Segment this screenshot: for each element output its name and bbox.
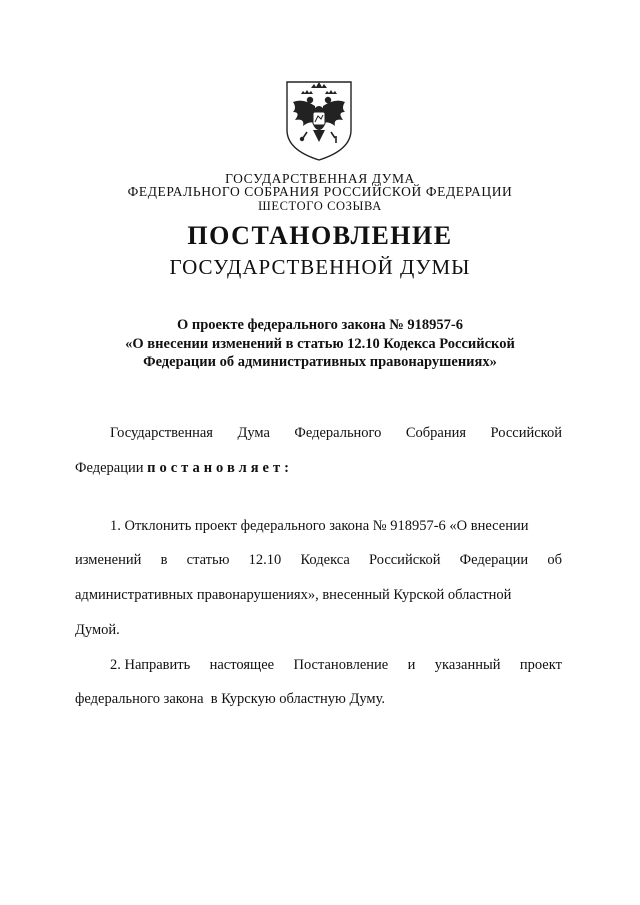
item2-line-2: федерального закона в Курскую областную Думу. xyxy=(75,691,386,707)
item1-word: статью xyxy=(186,552,230,568)
document-subtitle: ГОСУДАРСТВЕННОЙ ДУМЫ xyxy=(169,255,471,279)
item1-line-3: административных правонарушениях», внесенный Курской областной xyxy=(75,587,512,603)
item1-line-2 xyxy=(75,551,562,569)
item2-line-1 xyxy=(110,656,562,674)
preamble-line-1 xyxy=(110,424,562,442)
item2-word: 2. Направить xyxy=(110,657,191,673)
preamble-word: Государственная xyxy=(110,425,213,441)
item1-word: Кодекса xyxy=(300,552,350,568)
coat-of-arms-emblem xyxy=(281,78,357,162)
preamble-federation: Федерации xyxy=(75,460,144,476)
item1-word: в xyxy=(160,552,168,568)
preamble-word: Российской xyxy=(490,425,562,441)
bill-heading-line-3: Федерации об административных правонарушениях» xyxy=(143,354,497,370)
item2-word: Постановление xyxy=(293,657,389,673)
org-name-line-2: ФЕДЕРАЛЬНОГО СОБРАНИЯ РОССИЙСКОЙ ФЕДЕРАЦИИ xyxy=(127,184,513,199)
item1-line-1: 1. Отклонить проект федерального закона № 918957-6 «О внесении xyxy=(110,518,529,534)
preamble-word: Дума xyxy=(237,425,270,441)
resolves-word: постановляет: xyxy=(147,460,293,476)
item2-word: и xyxy=(407,657,416,673)
item1-line-4: Думой. xyxy=(75,622,120,638)
item1-word: изменений xyxy=(75,552,142,568)
org-name-line-1: ГОСУДАРСТВЕННАЯ ДУМА xyxy=(225,171,415,186)
item2-word: указанный xyxy=(434,657,501,673)
bill-heading-line-2: «О внесении изменений в статью 12.10 Кодекса Российской xyxy=(125,336,515,352)
preamble-word: Собрания xyxy=(405,425,467,441)
item1-word: об xyxy=(547,552,562,568)
item1-word: 12.10 xyxy=(248,552,282,568)
item1-word: Российской xyxy=(369,552,441,568)
preamble-line-2 xyxy=(75,459,562,477)
item1-word: Федерации xyxy=(459,552,529,568)
preamble-word: Федерального xyxy=(294,425,382,441)
bill-heading-line-1: О проекте федерального закона № 918957-6 xyxy=(176,317,464,333)
document-title: ПОСТАНОВЛЕНИЕ xyxy=(187,221,453,250)
convocation-line: ШЕСТОГО СОЗЫВА xyxy=(258,199,382,213)
item2-word: настоящее xyxy=(209,657,275,673)
item2-word: проект xyxy=(519,657,562,673)
